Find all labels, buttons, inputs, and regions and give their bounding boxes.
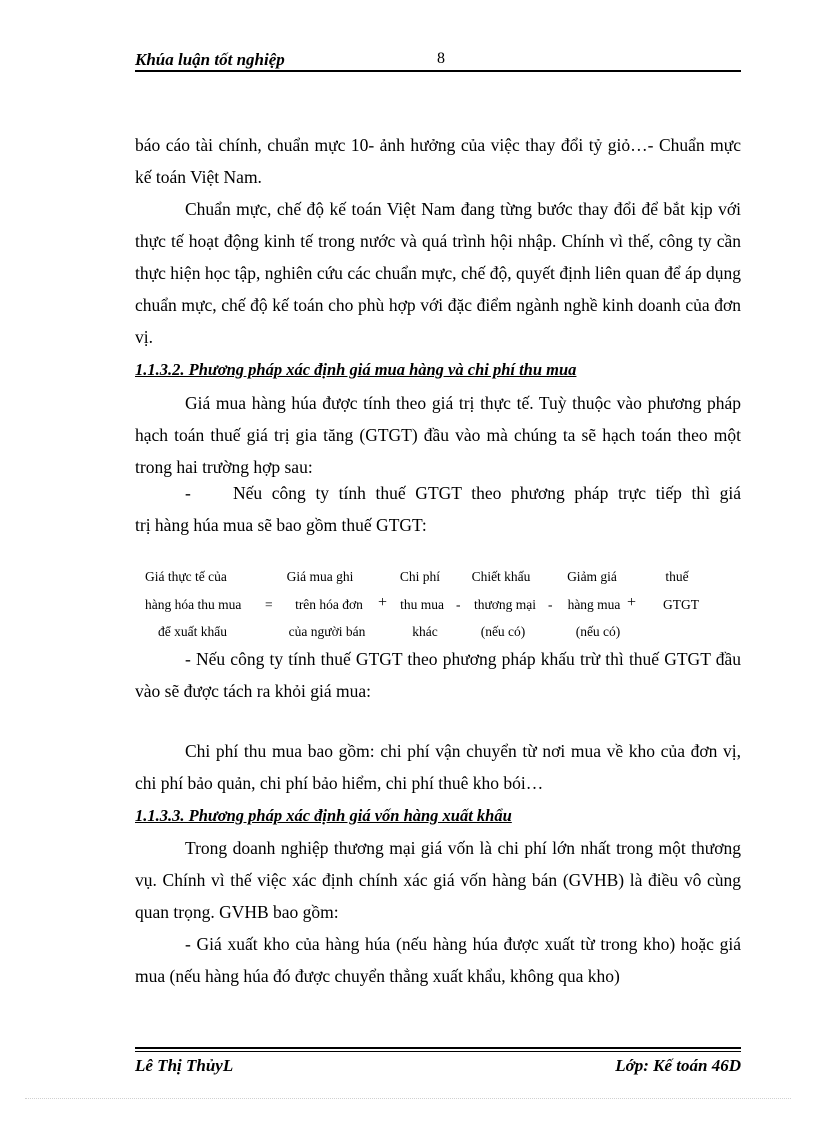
- formula-minus-sign-1: -: [456, 597, 461, 612]
- paragraph-2: Chuẩn mực, chế độ kế toán Việt Nam đang từng bước thay đổi để bắt kịp với thực tế hoạt động kinh tế trong nước và quá trình hội nhập. Chính vì thế, công ty cần thực hiện học tập, nghiên cứu các chuẩn mực, chế độ, quyết định liên quan để áp dụng chuẩn mực, chế độ kế toán cho phù hợp với đặc điểm ngành nghề kinh doanh của đơn vị.: [135, 199, 741, 347]
- paragraph-3: Giá mua hàng húa được tính theo giá trị thực tế. Tuỳ thuộc vào phương pháp hạch toán thuế giá trị gia tăng (GTGT) đầu vào mà chúng ta sẽ hạch toán theo một trong hai trường hợp sau:: [135, 393, 741, 477]
- bullet-dash: -: [185, 483, 191, 503]
- formula-term-1-line-3: để xuất khẩu: [158, 624, 227, 639]
- header-rule: [135, 70, 741, 72]
- formula-term-5-line-1: Giảm giá: [567, 569, 617, 584]
- formula-term-2-line-1: Giá mua ghi: [286, 569, 354, 584]
- formula-term-6-line-1: thuế: [665, 569, 689, 584]
- formula-term-2-line-3: của người bán: [288, 624, 366, 639]
- formula-term-3-line-1: Chi phí: [399, 569, 441, 584]
- formula-term-4-line-2: thương mại: [473, 597, 537, 612]
- bullet-1-line-1: Nếu công ty tính thuế GTGT theo phương pháp trực tiếp thì giá: [233, 483, 741, 503]
- formula-term-1-line-1: Giá thực tế của: [145, 569, 227, 584]
- formula-term-5-line-3: (nếu có): [575, 624, 621, 639]
- header-title: Khúa luận tốt nghiệp: [135, 50, 285, 69]
- paragraph-5: Chi phí thu mua bao gồm: chi phí vận chuyển từ nơi mua về kho của đơn vị, chi phí bảo quản, chi phí bảo hiểm, chi phí thuê kho bói…: [135, 741, 741, 793]
- footer-rule-bottom: [135, 1051, 741, 1052]
- formula-term-3-line-2: thu mua: [400, 597, 444, 612]
- footer-rule-top: [135, 1047, 741, 1049]
- formula-equals-sign: =: [265, 597, 273, 612]
- formula-term-3-line-3: khác: [412, 624, 438, 639]
- page-number: 8: [437, 50, 445, 67]
- formula-plus-sign-1: +: [378, 594, 388, 611]
- formula-term-2-line-2: trên hóa đơn: [295, 597, 363, 612]
- paragraph-7: - Giá xuất kho của hàng húa (nếu hàng húa được xuất từ trong kho) hoặc giá mua (nếu hàng húa đó được chuyển thẳng xuất khẩu, không qua kho): [135, 934, 741, 986]
- section-heading-1-1-3-2: 1.1.3.2. Phương pháp xác định giá mua hàng và chi phí thu mua: [135, 360, 577, 379]
- formula-term-6-line-2: GTGT: [663, 597, 699, 612]
- page-bottom-dotted-line: [25, 1098, 791, 1099]
- footer-class: Lớp: Kế toán 46D: [615, 1056, 741, 1075]
- paragraph-1: báo cáo tài chính, chuẩn mực 10- ảnh hưởng của việc thay đổi tỷ giỏ…- Chuẩn mực kế toán Việt Nam.: [135, 135, 741, 187]
- formula-term-1-line-2: hàng hóa thu mua: [145, 597, 242, 612]
- formula-term-4-line-3: (nếu có): [480, 624, 526, 639]
- formula-minus-sign-2: -: [548, 597, 553, 612]
- footer-author: Lê Thị ThủyL: [135, 1056, 234, 1075]
- formula-term-5-line-2: hàng mua: [567, 597, 621, 612]
- section-heading-1-1-3-3: 1.1.3.3. Phương pháp xác định giá vốn hàng xuất khẩu: [135, 806, 512, 825]
- bullet-1-line-2: trị hàng húa mua sẽ bao gồm thuế GTGT:: [135, 515, 427, 535]
- formula-term-4-line-1: Chiết khấu: [471, 569, 531, 584]
- formula-plus-sign-2: +: [627, 594, 637, 611]
- paragraph-6: Trong doanh nghiệp thương mại giá vốn là chi phí lớn nhất trong một thương vụ. Chính vì thế việc xác định chính xác giá vốn hàng bán (GVHB) là điều vô cùng quan trọng. GVHB bao gồm:: [135, 838, 741, 922]
- paragraph-4: - Nếu công ty tính thuế GTGT theo phương pháp khấu trừ thì thuế GTGT đầu vào sẽ được tách ra khỏi giá mua:: [135, 649, 741, 701]
